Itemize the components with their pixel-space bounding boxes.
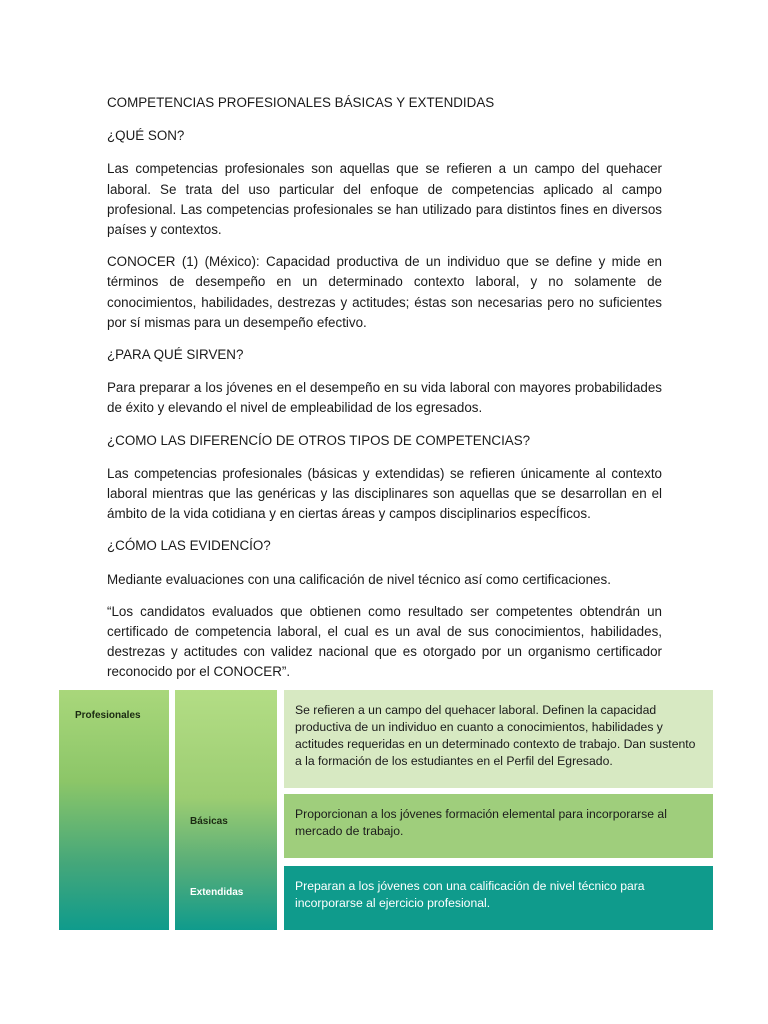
basicas-description-box [284,794,713,858]
extendidas-description: Preparan a los jóvenes con una calificación de nivel técnico para incorporarse al ejercicio profesional. [295,879,645,910]
paragraph-cita-certificado: “Los candidatos evaluados que obtienen como resultado ser competentes obtendrán un certificado de competencia laboral, el cual es un aval de sus conocimientos, habilidades, destrezas y actitudes con validez nacional que es otorgado por un organismo certificador reconocido por el CONOCER”. [107,603,662,680]
paragraph-evaluaciones: Mediante evaluaciones con una calificación de nivel técnico así como certificaciones. [107,571,611,587]
profesionales-column [59,690,169,930]
profesionales-description: Se refieren a un campo del quehacer laboral. Definen la capacidad productiva de un individuo en cuanto a conocimientos, habilidades y actitudes requeridas en un determinado contexto de trabajo. Dan sustento a la formación de los estudiantes en el Perfil del Egresado. [295,703,696,768]
basicas-label: Básicas [190,816,228,827]
section-heading-para-que-sirven: ¿PARA QUÉ SIRVEN? [107,347,244,363]
paragraph-conocer: CONOCER (1) (México): Capacidad productiva de un individuo que se define y mide en términos de desempeño en un determinado contexto laboral, y no solamente de conocimientos, habilidades, destrezas y actitudes; éstas son necesarias pero no suficientes por sí mismas para un desempeño efectivo. [107,254,662,330]
profesionales-label: Profesionales [75,710,141,721]
extendidas-label: Extendidas [190,887,244,898]
section-heading-que-son: ¿QUÉ SON? [107,128,185,144]
basicas-description: Proporcionan a los jóvenes formación elemental para incorporarse al mercado de trabajo. [295,807,667,838]
section-heading-como-las-diferencio: ¿COMO LAS DIFERENCÍO DE OTROS TIPOS DE COMPETENCIAS? [107,432,531,448]
section-heading-como-las-evidencio: ¿CÓMO LAS EVIDENCÍO? [107,538,271,554]
paragraph-diferencias: Las competencias profesionales (básicas y extendidas) se refieren únicamente al contexto laboral mientras que las genéricas y las disciplinares son aquellas que se desarrollan en el ámbito de la vida cotidiana y en ciertas áreas y campos disciplinarios especÍficos. [107,465,662,522]
profesionales-description-box [284,690,713,788]
document-body [107,93,662,695]
subtype-column [175,690,277,930]
document-title: COMPETENCIAS PROFESIONALES BÁSICAS Y EXTENDIDAS [107,95,495,110]
paragraph-definicion: Las competencias profesionales son aquellas que se refieren a un campo del quehacer laboral. Se trata del uso particular del enfoque de competencias aplicado al campo profesional. Las competencias profesionales se han utilizado para distintos fines en diversos países y contextos. [107,161,662,238]
extendidas-description-box [284,866,713,930]
paragraph-para-que-sirven: Para preparar a los jóvenes en el desempeño en su vida laboral con mayores probabilidades de éxito y elevando el nivel de empleabilidad de los egresados. [107,380,662,416]
